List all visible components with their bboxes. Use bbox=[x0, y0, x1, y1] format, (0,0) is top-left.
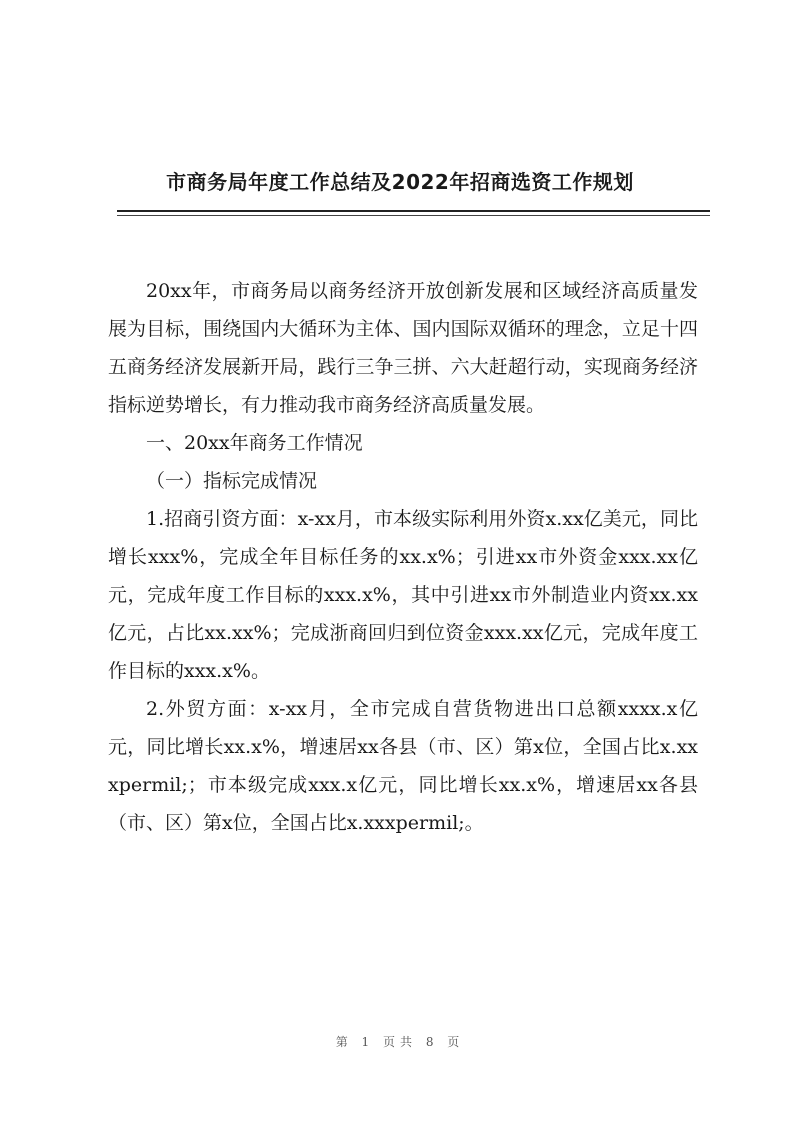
title-underline-thick bbox=[117, 210, 710, 212]
paragraph-foreign-trade: 2.外贸方面：x-xx月，全市完成自营货物进出口总额xxxx.x亿元，同比增长xx.x%，增速居xx各县（市、区）第x位，全国占比x.xxxpermil;；市本级完成xxx.x亿元，同比增长xx.x%，增速居xx各县（市、区）第x位，全国占比x.xxxpermil;。 bbox=[108, 698, 698, 834]
heading-subsection-1: （一）指标完成情况 bbox=[146, 470, 318, 492]
paragraph-intro: 20xx年，市商务局以商务经济开放创新发展和区域经济高质量发展为目标，围绕国内大循环为主体、国内国际双循环的理念，立足十四五商务经济发展新开局，践行三争三拼、六大赶超行动，实现商务经济指标逆势增长，有力推动我市商务经济高质量发展。 bbox=[108, 280, 698, 416]
title-underline-thin bbox=[117, 215, 710, 216]
document-body bbox=[108, 272, 698, 842]
paragraph-investment: 1.招商引资方面：x-xx月，市本级实际利用外资x.xx亿美元，同比增长xxx%，完成全年目标任务的xx.x%；引进xx市外资金xxx.xx亿元，完成年度工作目标的xxx.x%，其中引进xx市外制造业内资xx.xx亿元，占比xx.xx%；完成浙商回归到位资金xxx.xx亿元，完成年度工作目标的xxx.x%。 bbox=[108, 508, 698, 682]
document-title: 市商务局年度工作总结及2022年招商选资工作规划 bbox=[166, 170, 634, 194]
page-footer: 第 1 页共 8 页 bbox=[335, 1035, 465, 1049]
heading-section-1: 一、20xx年商务工作情况 bbox=[146, 432, 363, 454]
